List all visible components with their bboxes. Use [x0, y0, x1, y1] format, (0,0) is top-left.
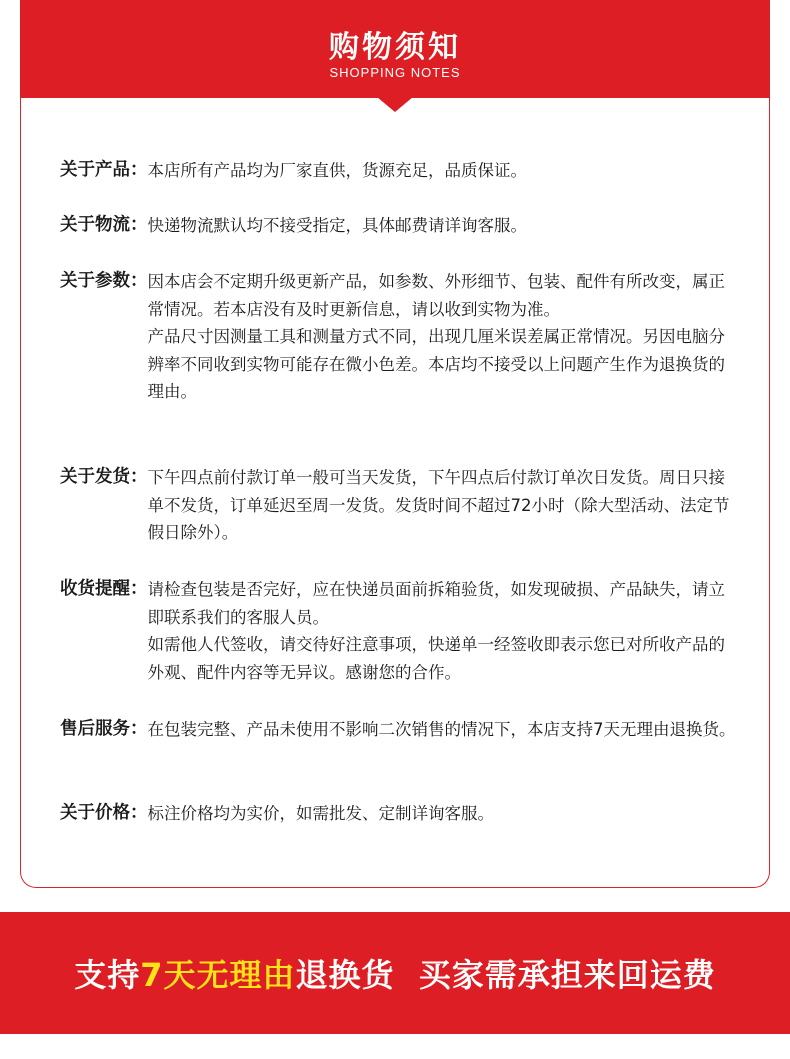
- section-text: 下午四点前付款订单一般可当天发货，下午四点后付款订单次日发货。周日只接单不发货，订单延迟至周一发货。发货时间不超过72小时（除大型活动、法定节假日除外）。: [147, 468, 730, 542]
- section-parameters: [60, 268, 740, 406]
- section-text: 如需他人代签收，请交待好注意事项，快递单一经签收即表示您已对所收产品的外观、配件内容等无异议。感谢您的合作。: [147, 635, 725, 682]
- section-text: 标注价格均为实价，如需批发、定制详询客服。: [147, 804, 494, 823]
- section-price: [60, 800, 740, 828]
- banner-prefix: 支持: [74, 956, 141, 994]
- section-label: 收货提醒：: [60, 579, 148, 599]
- banner-suffix: 退换货 买家需承担来回运费: [295, 956, 716, 994]
- section-label: 关于发货：: [60, 467, 148, 487]
- section-text: 因本店会不定期升级更新产品，如参数、外形细节、包装、配件有所改变，属正常情况。若本店没有及时更新信息，请以收到实物为准。: [147, 272, 725, 319]
- section-label: 售后服务：: [60, 719, 148, 739]
- header-banner: [20, 0, 770, 98]
- section-text: 本店所有产品均为厂家直供，货源充足，品质保证。: [147, 161, 527, 180]
- header-notch: [377, 97, 413, 112]
- banner-highlight: 7天无理由: [140, 956, 296, 994]
- section-after-sales: [60, 716, 740, 744]
- banner-text: [0, 950, 790, 996]
- section-label: 关于物流：: [60, 215, 148, 235]
- section-shipping: [60, 464, 740, 547]
- section-label: 关于参数：: [60, 271, 148, 291]
- section-text: 请检查包装是否完好，应在快递员面前拆箱验货，如发现破损、产品缺失，请立即联系我们的客服人员。: [147, 580, 725, 627]
- page-subtitle: SHOPPING NOTES: [329, 65, 461, 80]
- notes-card: [20, 0, 770, 888]
- page-title: 购物须知: [329, 30, 461, 65]
- section-text: 产品尺寸因测量工具和测量方式不同，出现几厘米误差属正常情况。另因电脑分辨率不同收到实物可能存在微小色差。本店均不接受以上问题产生作为退换货的理由。: [147, 327, 725, 401]
- section-logistics: [60, 212, 740, 240]
- return-policy-banner: [0, 912, 790, 1034]
- section-text: 快递物流默认均不接受指定，具体邮费请详询客服。: [147, 216, 527, 235]
- section-label: 关于价格：: [60, 803, 148, 823]
- section-receiving: [60, 576, 740, 686]
- section-label: 关于产品：: [60, 160, 148, 180]
- section-text: 在包装完整、产品未使用不影响二次销售的情况下，本店支持7天无理由退换货。: [147, 720, 736, 739]
- section-product: [60, 157, 740, 185]
